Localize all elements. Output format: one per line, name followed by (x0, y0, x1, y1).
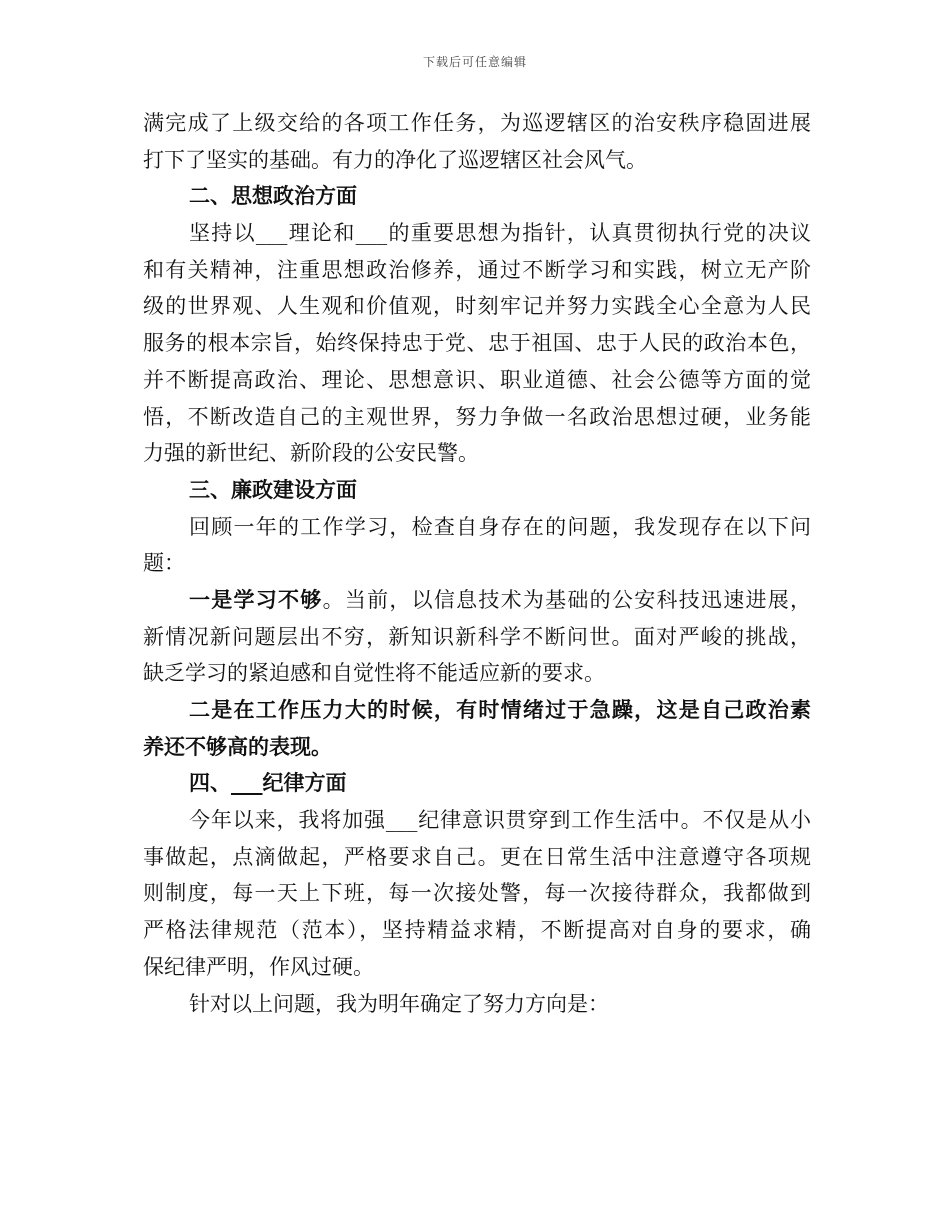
paragraph-line: 严格法律规范（范本），坚持精益求精，不断提高对自身的要求，确 (143, 918, 811, 943)
bold-paragraph-line: 二是在工作压力大的时候，有时情绪过于急躁，这是自己政治素 (189, 697, 811, 722)
bold-paragraph-line: 养还不够高的表现。 (143, 733, 332, 759)
paragraph-line: 保纪律严明，作风过硬。 (143, 954, 374, 979)
paragraph-line: 并不断提高政治、理论、思想意识、职业道德、社会公德等方面的觉 (143, 367, 811, 392)
paragraph-line: 打下了坚实的基础。有力的净化了巡逻辖区社会风气。 (143, 147, 647, 172)
paragraph-line: 回顾一年的工作学习，检查自身存在的问题，我发现存在以下问 (189, 514, 811, 539)
paragraph-line: 针对以上问题，我为明年确定了努力方向是： (189, 991, 609, 1016)
paragraph-line: 力强的新世纪、新阶段的公安民警。 (143, 441, 479, 466)
paragraph-line: 缺乏学习的紧迫感和自觉性将不能适应新的要求。 (143, 661, 605, 686)
bold-lead: 一是学习不够 (189, 586, 323, 612)
paragraph-line (143, 582, 811, 619)
header-note: 下载后可任意编辑 (422, 55, 527, 69)
line-rest: 。当前，以信息技术为基础的公安科技迅速进展， (322, 587, 811, 612)
paragraph-line: 坚持以___理论和___的重要思想为指针，认真贯彻执行党的决议 (189, 221, 811, 246)
paragraph-line: 悟，不断改造自己的主观世界，努力争做一名政治思想过硬，业务能 (143, 404, 811, 429)
paragraph-line: 服务的根本宗旨，始终保持忠于党、忠于祖国、忠于人民的政治本色， (143, 331, 811, 356)
paragraph-line: 级的世界观、人生观和价值观，时刻牢记并努力实践全心全意为人民 (143, 294, 811, 319)
section-heading: 二、思想政治方面 (189, 183, 357, 209)
paragraph-line: 新情况新问题层出不穷，新知识新科学不断问世。面对严峻的挑战， (143, 624, 811, 649)
document-body (143, 105, 811, 1022)
paragraph-line: 满完成了上级交给的各项工作任务，为巡逻辖区的治安秩序稳固进展 (143, 111, 811, 135)
section-heading: 三、廉政建设方面 (189, 476, 357, 502)
paragraph-line: 事做起，点滴做起，严格要求自己。更在日常生活中注意遵守各项规 (143, 844, 811, 869)
paragraph-line: 题： (143, 551, 185, 576)
paragraph-line: 今年以来，我将加强___纪律意识贯穿到工作生活中。不仅是从小 (189, 808, 811, 833)
section-heading: 四、___纪律方面 (189, 770, 347, 796)
paragraph-line: 和有关精神，注重思想政治修养，通过不断学习和实践，树立无产阶 (143, 257, 811, 282)
paragraph-line: 则制度，每一天上下班，每一次接处警，每一次接待群众，我都做到 (143, 881, 811, 906)
